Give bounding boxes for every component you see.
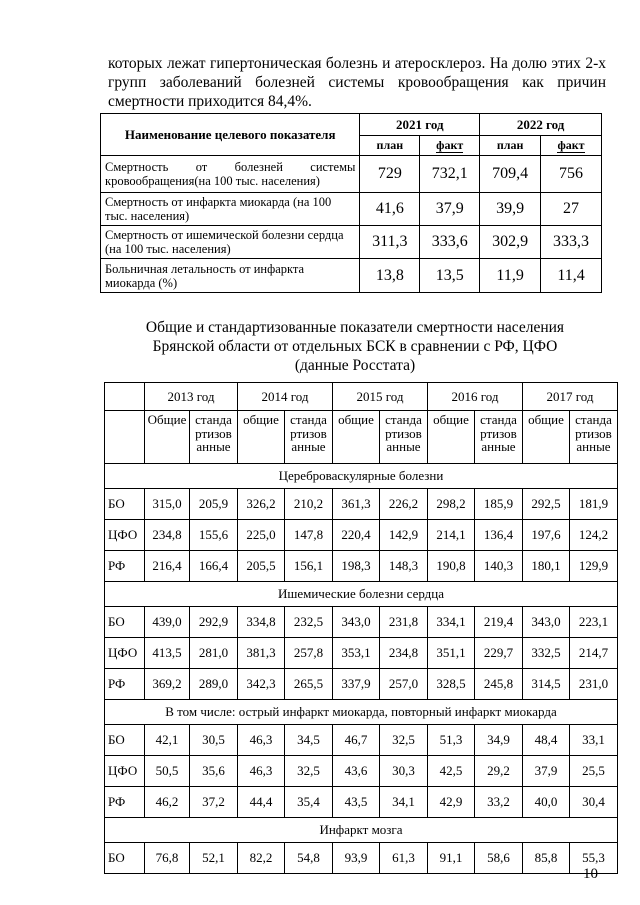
- value-cell: 334,1: [428, 607, 475, 638]
- value-cell: 234,8: [145, 520, 190, 551]
- value-cell: 756: [541, 156, 602, 193]
- table-row: [105, 489, 618, 520]
- value-cell: 205,9: [190, 489, 238, 520]
- value-cell: 292,9: [190, 607, 238, 638]
- section-title-cell: Ишемические болезни сердца: [105, 582, 618, 607]
- value-cell: 181,9: [570, 489, 618, 520]
- value-cell: 231,0: [570, 669, 618, 700]
- region-label: ЦФО: [105, 520, 145, 551]
- value-cell: 197,6: [523, 520, 570, 551]
- value-cell: 351,1: [428, 638, 475, 669]
- value-cell: 27: [541, 193, 602, 226]
- value-cell: 245,8: [475, 669, 523, 700]
- year-header: 2013 год: [145, 383, 238, 411]
- value-cell: 85,8: [523, 843, 570, 874]
- intro-paragraph: [108, 54, 606, 111]
- value-cell: 124,2: [570, 520, 618, 551]
- paragraph-line: которых лежат гипертоническая болезнь и атеросклероз. На долю этих 2-х: [108, 55, 606, 72]
- target-indicators-table: [100, 113, 602, 293]
- value-cell: 413,5: [145, 638, 190, 669]
- value-cell: 34,5: [285, 725, 333, 756]
- table-row: [105, 520, 618, 551]
- value-cell: 35,6: [190, 756, 238, 787]
- value-cell: 91,1: [428, 843, 475, 874]
- value-cell: 34,9: [475, 725, 523, 756]
- value-cell: 51,3: [428, 725, 475, 756]
- value-cell: 257,0: [380, 669, 428, 700]
- year-header: 2016 год: [428, 383, 523, 411]
- value-cell: 40,0: [523, 787, 570, 818]
- value-cell: 729: [360, 156, 420, 193]
- standardized-header: стандартизованные: [475, 411, 523, 464]
- table-row: [105, 756, 618, 787]
- value-cell: 39,9: [480, 193, 541, 226]
- table-row: [105, 725, 618, 756]
- table-row: [105, 607, 618, 638]
- value-cell: 33,2: [475, 787, 523, 818]
- value-cell: 30,5: [190, 725, 238, 756]
- value-cell: 82,2: [238, 843, 285, 874]
- value-cell: 48,4: [523, 725, 570, 756]
- value-cell: 289,0: [190, 669, 238, 700]
- value-cell: 11,9: [480, 259, 541, 293]
- indicator-name: Смертность от болезней системы кровообращения(на 100 тыс. населения): [101, 156, 360, 193]
- value-cell: 55,3: [570, 843, 618, 874]
- value-cell: 11,4: [541, 259, 602, 293]
- plan-header: план: [360, 136, 420, 156]
- region-label: РФ: [105, 669, 145, 700]
- title-line: Общие и стандартизованные показатели смертности населения: [145, 319, 565, 336]
- standardized-header: стандартизованные: [570, 411, 618, 464]
- general-header: общие: [238, 411, 285, 464]
- value-cell: 709,4: [480, 156, 541, 193]
- section-title-cell: Цереброваскулярные болезни: [105, 464, 618, 489]
- indicator-name: Смертность от ишемической болезни сердца (на 100 тыс. населения): [101, 226, 360, 259]
- value-cell: 231,8: [380, 607, 428, 638]
- region-label: БО: [105, 843, 145, 874]
- value-cell: 35,4: [285, 787, 333, 818]
- general-header: Общие: [145, 411, 190, 464]
- value-cell: 166,4: [190, 551, 238, 582]
- value-cell: 43,6: [333, 756, 380, 787]
- indicator-name: Смертность от инфаркта миокарда (на 100 тыс. населения): [101, 193, 360, 226]
- value-cell: 93,9: [333, 843, 380, 874]
- standardized-header: стандартизованные: [285, 411, 333, 464]
- year-2021-header: 2021 год: [360, 114, 480, 136]
- value-cell: 30,3: [380, 756, 428, 787]
- region-label: БО: [105, 607, 145, 638]
- value-cell: 25,5: [570, 756, 618, 787]
- value-cell: 219,4: [475, 607, 523, 638]
- table-row: [105, 669, 618, 700]
- year-header: 2014 год: [238, 383, 333, 411]
- value-cell: 257,8: [285, 638, 333, 669]
- table-row: [101, 193, 602, 226]
- value-cell: 361,3: [333, 489, 380, 520]
- table-row: [101, 156, 602, 193]
- mortality-comparison-table: [104, 382, 618, 874]
- value-cell: 142,9: [380, 520, 428, 551]
- value-cell: 337,9: [333, 669, 380, 700]
- standardized-header: стандартизованные: [380, 411, 428, 464]
- value-cell: 214,1: [428, 520, 475, 551]
- value-cell: 326,2: [238, 489, 285, 520]
- value-cell: 46,3: [238, 756, 285, 787]
- value-cell: 13,8: [360, 259, 420, 293]
- corner-cell: [105, 411, 145, 464]
- value-cell: 234,8: [380, 638, 428, 669]
- region-label: ЦФО: [105, 638, 145, 669]
- page-number: 10: [583, 866, 598, 882]
- value-cell: 44,4: [238, 787, 285, 818]
- value-cell: 226,2: [380, 489, 428, 520]
- value-cell: 314,5: [523, 669, 570, 700]
- value-cell: 369,2: [145, 669, 190, 700]
- plan-header: план: [480, 136, 541, 156]
- value-cell: 140,3: [475, 551, 523, 582]
- value-cell: 46,3: [238, 725, 285, 756]
- fact-header: факт: [420, 136, 480, 156]
- value-cell: 353,1: [333, 638, 380, 669]
- value-cell: 223,1: [570, 607, 618, 638]
- value-cell: 343,0: [333, 607, 380, 638]
- value-cell: 54,8: [285, 843, 333, 874]
- fact-header: факт: [541, 136, 602, 156]
- title-line: Брянской области от отдельных БСК в сравнении с РФ, ЦФО: [152, 338, 558, 355]
- section-title: [100, 318, 610, 375]
- table-row: [101, 259, 602, 293]
- table-row: [105, 551, 618, 582]
- value-cell: 46,7: [333, 725, 380, 756]
- value-cell: 58,6: [475, 843, 523, 874]
- indicator-name-header: Наименование целевого показателя: [101, 114, 360, 156]
- corner-cell: [105, 383, 145, 411]
- value-cell: 281,0: [190, 638, 238, 669]
- value-cell: 229,7: [475, 638, 523, 669]
- value-cell: 37,2: [190, 787, 238, 818]
- value-cell: 315,0: [145, 489, 190, 520]
- value-cell: 61,3: [380, 843, 428, 874]
- value-cell: 46,2: [145, 787, 190, 818]
- value-cell: 147,8: [285, 520, 333, 551]
- value-cell: 30,4: [570, 787, 618, 818]
- value-cell: 302,9: [480, 226, 541, 259]
- value-cell: 381,3: [238, 638, 285, 669]
- region-label: БО: [105, 725, 145, 756]
- value-cell: 265,5: [285, 669, 333, 700]
- region-label: БО: [105, 489, 145, 520]
- title-line: (данные Росстата): [294, 357, 416, 374]
- table-row: [105, 638, 618, 669]
- value-cell: 220,4: [333, 520, 380, 551]
- value-cell: 732,1: [420, 156, 480, 193]
- section-row: [105, 818, 618, 843]
- table-row: [101, 226, 602, 259]
- value-cell: 342,3: [238, 669, 285, 700]
- year-header-row: [105, 383, 618, 411]
- table-row: [105, 787, 618, 818]
- year-header: 2017 год: [523, 383, 618, 411]
- region-label: РФ: [105, 551, 145, 582]
- standardized-header: стандартизованные: [190, 411, 238, 464]
- value-cell: 205,5: [238, 551, 285, 582]
- general-header: общие: [428, 411, 475, 464]
- indicator-name: Больничная летальность от инфаркта миокарда (%): [101, 259, 360, 293]
- value-cell: 343,0: [523, 607, 570, 638]
- value-cell: 210,2: [285, 489, 333, 520]
- section-row: [105, 582, 618, 607]
- section-row: [105, 464, 618, 489]
- value-cell: 298,2: [428, 489, 475, 520]
- value-cell: 292,5: [523, 489, 570, 520]
- value-cell: 42,5: [428, 756, 475, 787]
- value-cell: 333,6: [420, 226, 480, 259]
- table-row: [105, 843, 618, 874]
- value-cell: 198,3: [333, 551, 380, 582]
- value-cell: 42,1: [145, 725, 190, 756]
- value-cell: 190,8: [428, 551, 475, 582]
- value-cell: 129,9: [570, 551, 618, 582]
- value-cell: 33,1: [570, 725, 618, 756]
- value-cell: 43,5: [333, 787, 380, 818]
- value-cell: 334,8: [238, 607, 285, 638]
- value-cell: 76,8: [145, 843, 190, 874]
- value-cell: 148,3: [380, 551, 428, 582]
- value-cell: 34,1: [380, 787, 428, 818]
- value-cell: 37,9: [523, 756, 570, 787]
- value-cell: 13,5: [420, 259, 480, 293]
- year-header: 2015 год: [333, 383, 428, 411]
- subheader-row: [105, 411, 618, 464]
- value-cell: 32,5: [285, 756, 333, 787]
- value-cell: 232,5: [285, 607, 333, 638]
- value-cell: 29,2: [475, 756, 523, 787]
- paragraph-line: групп заболеваний болезней системы кровообращения как причин: [108, 74, 606, 91]
- section-row: [105, 700, 618, 725]
- value-cell: 156,1: [285, 551, 333, 582]
- value-cell: 180,1: [523, 551, 570, 582]
- value-cell: 50,5: [145, 756, 190, 787]
- value-cell: 185,9: [475, 489, 523, 520]
- section-title-cell: Инфаркт мозга: [105, 818, 618, 843]
- value-cell: 328,5: [428, 669, 475, 700]
- value-cell: 333,3: [541, 226, 602, 259]
- value-cell: 136,4: [475, 520, 523, 551]
- general-header: общие: [333, 411, 380, 464]
- region-label: РФ: [105, 787, 145, 818]
- value-cell: 214,7: [570, 638, 618, 669]
- value-cell: 41,6: [360, 193, 420, 226]
- value-cell: 311,3: [360, 226, 420, 259]
- value-cell: 52,1: [190, 843, 238, 874]
- general-header: общие: [523, 411, 570, 464]
- year-2022-header: 2022 год: [480, 114, 602, 136]
- value-cell: 225,0: [238, 520, 285, 551]
- value-cell: 155,6: [190, 520, 238, 551]
- paragraph-line: смертности приходится 84,4%.: [108, 93, 312, 110]
- value-cell: 42,9: [428, 787, 475, 818]
- region-label: ЦФО: [105, 756, 145, 787]
- value-cell: 332,5: [523, 638, 570, 669]
- value-cell: 439,0: [145, 607, 190, 638]
- section-title-cell: В том числе: острый инфаркт миокарда, повторный инфаркт миокарда: [105, 700, 618, 725]
- value-cell: 32,5: [380, 725, 428, 756]
- value-cell: 216,4: [145, 551, 190, 582]
- value-cell: 37,9: [420, 193, 480, 226]
